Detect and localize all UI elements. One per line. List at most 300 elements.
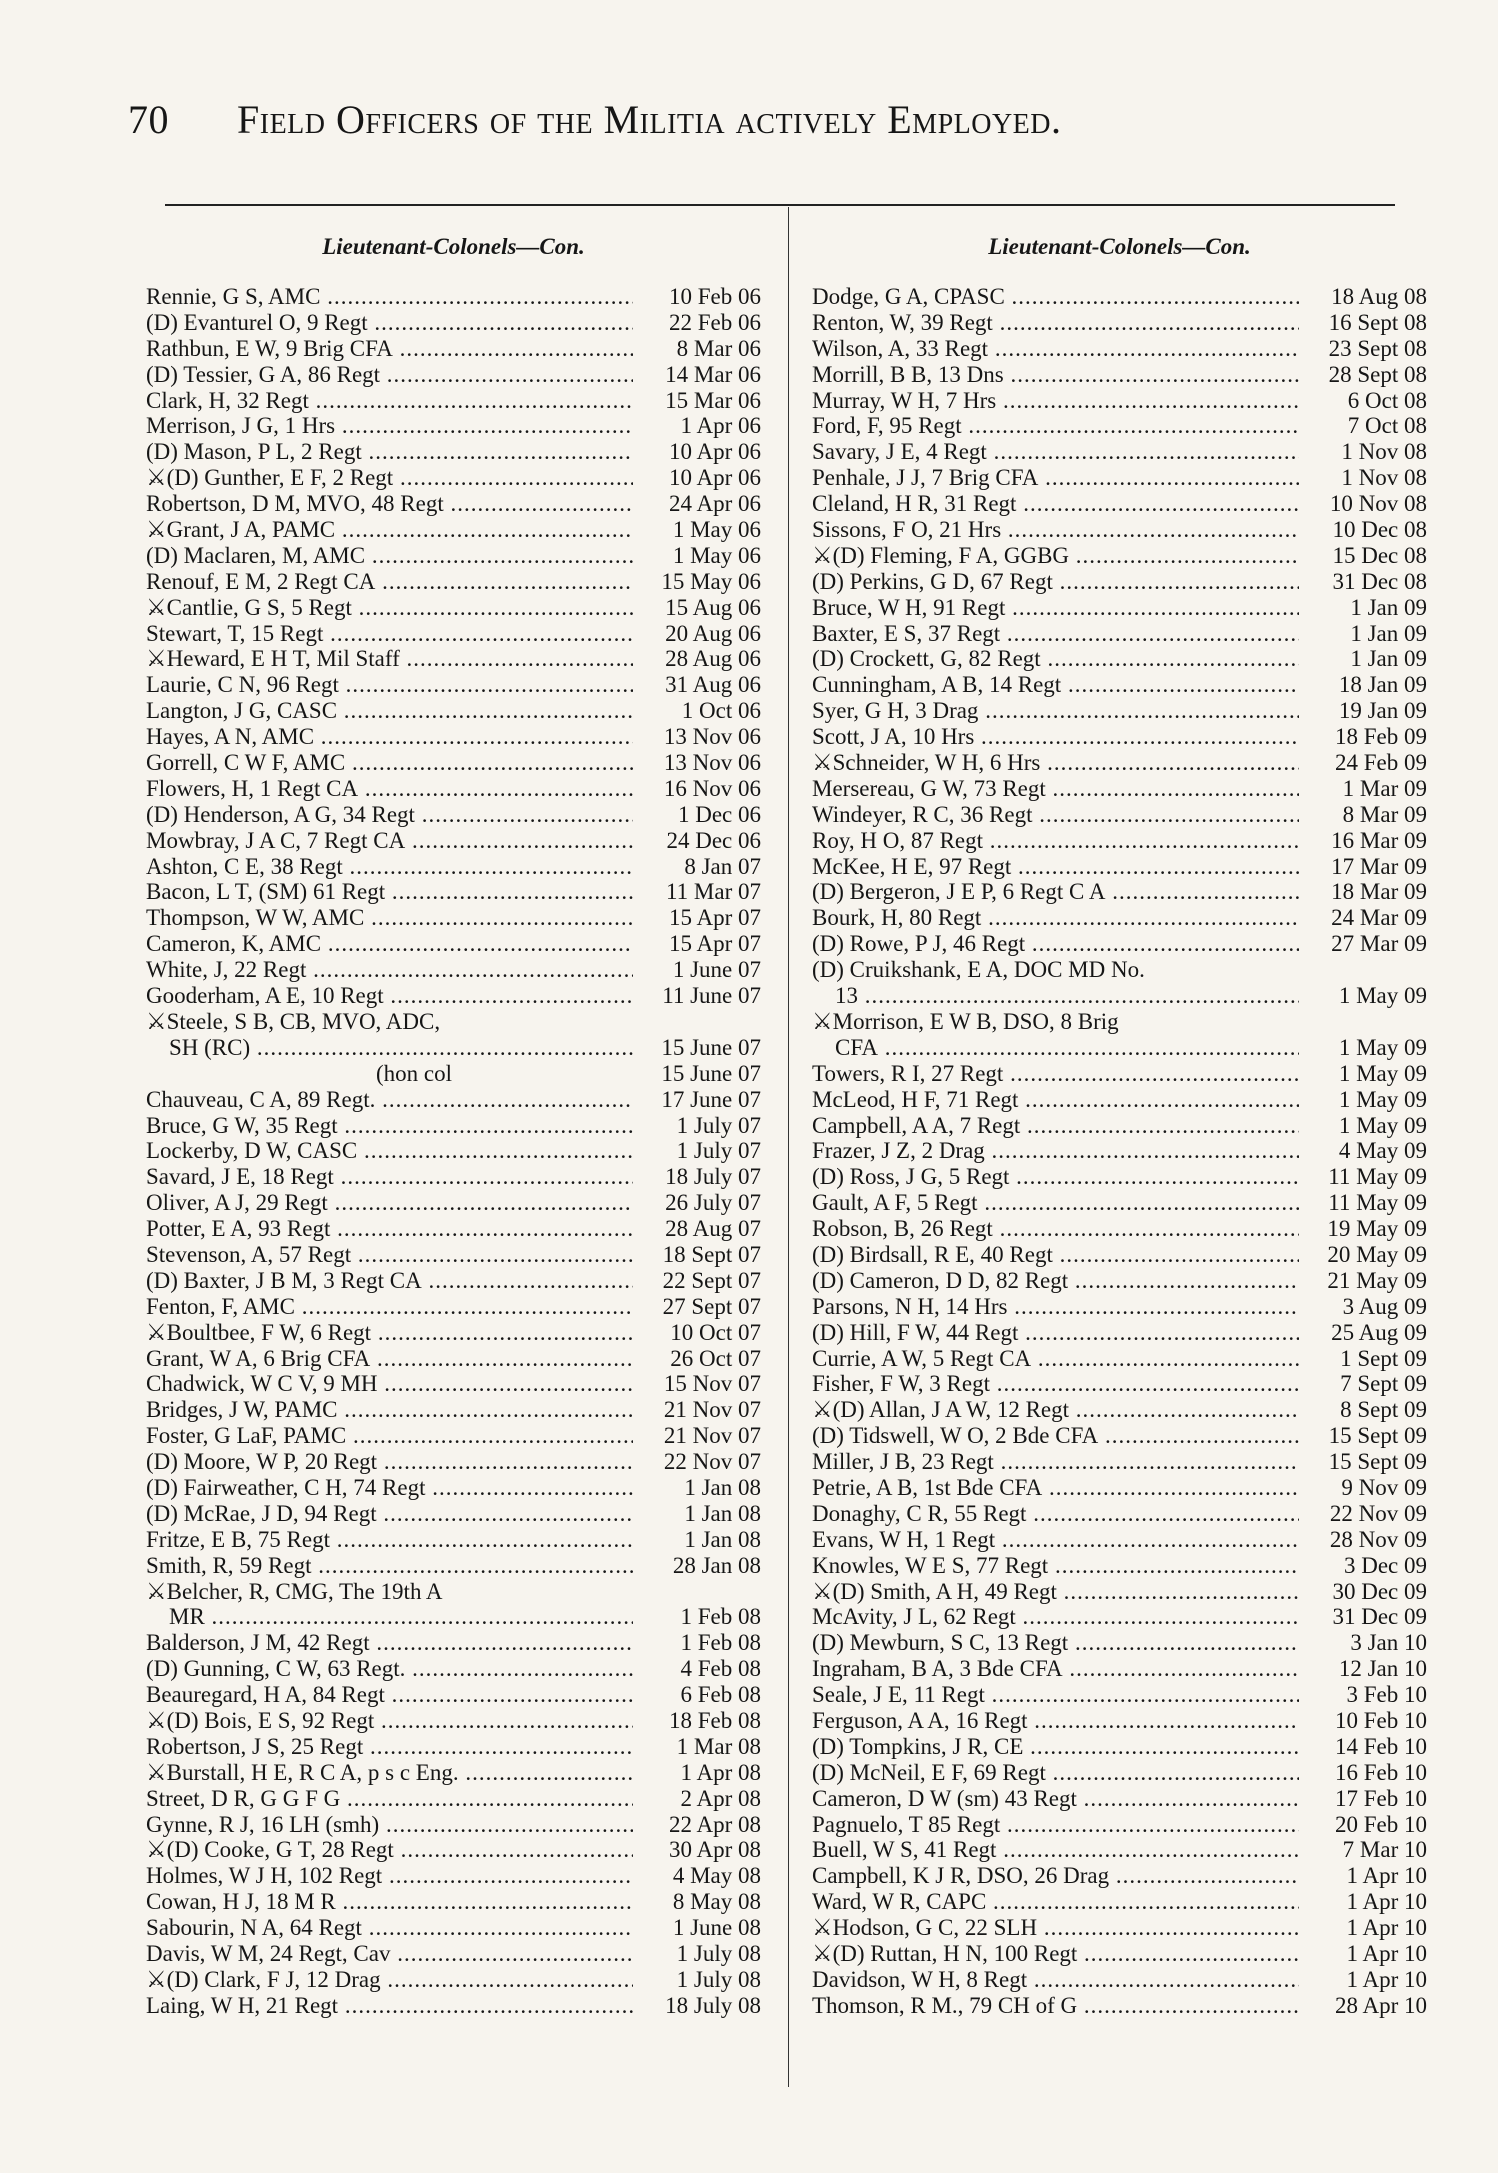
officer-name: (D) Mason, P L, 2 Regt ..... <box>146 439 633 465</box>
officer-entry <box>812 1009 1427 1035</box>
officer-entry <box>146 310 761 336</box>
officer-name: Beauregard, H A, 84 Regt ..... <box>146 1682 633 1708</box>
officer-entry <box>812 1138 1427 1164</box>
appointment-date: 19 May 09 <box>1327 1216 1427 1242</box>
appointment-date: 18 July 07 <box>665 1164 761 1190</box>
officer-entry <box>812 698 1427 724</box>
officer-name: ⚔(D) Clark, F J, 12 Drag ..... <box>146 1967 633 1993</box>
officer-name: Currie, A W, 5 Regt CA ..... <box>812 1346 1299 1372</box>
officer-entry <box>146 1216 761 1242</box>
officer-entry <box>146 1682 761 1708</box>
appointment-date: 8 Mar 06 <box>676 335 761 361</box>
officer-entry <box>146 595 761 621</box>
officer-entry <box>812 1967 1427 1993</box>
appointment-date: 18 Mar 09 <box>1331 879 1427 905</box>
officer-entry <box>146 750 761 776</box>
appointment-date: 31 Dec 08 <box>1332 568 1427 594</box>
officer-name: ⚔Schneider, W H, 6 Hrs ..... <box>812 750 1299 776</box>
appointment-date: 4 May 08 <box>672 1863 761 1889</box>
appointment-date: 1 Nov 08 <box>1341 465 1427 491</box>
officer-name: Ferguson, A A, 16 Regt ..... <box>812 1708 1299 1734</box>
appointment-date: 1 Sept 09 <box>1340 1345 1427 1371</box>
officer-entry <box>812 388 1427 414</box>
appointment-date: 28 Aug 07 <box>665 1216 761 1242</box>
appointment-date: 17 Feb 10 <box>1335 1785 1427 1811</box>
right-column <box>812 230 1427 2019</box>
officer-name: Mersereau, G W, 73 Regt ..... <box>812 776 1299 802</box>
officer-entry <box>146 931 761 957</box>
officer-entry <box>812 1216 1427 1242</box>
officer-entry <box>812 1475 1427 1501</box>
officer-name: Wilson, A, 33 Regt ..... <box>812 336 1299 362</box>
officer-entry <box>812 1941 1427 1967</box>
officer-name: Bridges, J W, PAMC ..... <box>146 1397 633 1423</box>
appointment-date: 1 Apr 10 <box>1346 1966 1427 1992</box>
officer-entry <box>146 854 761 880</box>
officer-name: Gorrell, C W F, AMC ..... <box>146 750 633 776</box>
officer-entry <box>812 905 1427 931</box>
officer-name: SH (RC) ..... <box>146 1035 633 1061</box>
officer-name: ⚔(D) Ruttan, H N, 100 Regt ..... <box>812 1941 1299 1967</box>
appointment-date: 3 Jan 10 <box>1350 1630 1427 1656</box>
officer-name: ⚔(D) Fleming, F A, GGBG ..... <box>812 543 1299 569</box>
officer-name: Penhale, J J, 7 Brig CFA ..... <box>812 465 1299 491</box>
appointment-date: 1 Mar 08 <box>676 1733 761 1759</box>
appointment-date: 22 Nov 09 <box>1329 1500 1427 1526</box>
officer-name: Grant, W A, 6 Brig CFA ..... <box>146 1346 633 1372</box>
officer-entry <box>146 543 761 569</box>
officer-name: Campbell, K J R, DSO, 26 Drag ..... <box>812 1863 1299 1889</box>
appointment-date: 26 July 07 <box>665 1190 761 1216</box>
officer-name: McAvity, J L, 62 Regt ..... <box>812 1604 1299 1630</box>
appointment-date: 1 May 09 <box>1338 1034 1427 1060</box>
officer-name: Sissons, F O, 21 Hrs ..... <box>812 517 1299 543</box>
officer-name: ⚔(D) Allan, J A W, 12 Regt ..... <box>812 1397 1299 1423</box>
officer-entry <box>146 362 761 388</box>
appointment-date: 16 Sept 08 <box>1328 309 1427 335</box>
officer-entry <box>812 284 1427 310</box>
officer-entry <box>812 1553 1427 1579</box>
officer-name: Gault, A F, 5 Regt ..... <box>812 1190 1299 1216</box>
officer-entry <box>812 1604 1427 1630</box>
officer-entry <box>812 1837 1427 1863</box>
appointment-date: 1 Oct 06 <box>681 698 761 724</box>
officer-entry <box>812 621 1427 647</box>
officer-name: Seale, J E, 11 Regt ..... <box>812 1682 1299 1708</box>
officer-entry <box>146 1294 761 1320</box>
officer-entry <box>146 1734 761 1760</box>
appointment-date: 15 Dec 08 <box>1332 542 1427 568</box>
appointment-date: 27 Mar 09 <box>1331 931 1427 957</box>
left-column-heading: Lieutenant-Colonels—Con. <box>322 234 585 259</box>
officer-entry <box>146 905 761 931</box>
officer-entry <box>812 1682 1427 1708</box>
officer-entry <box>146 1889 761 1915</box>
officer-entry <box>812 724 1427 750</box>
officer-name: Holmes, W J H, 102 Regt ..... <box>146 1863 633 1889</box>
officer-name: Syer, G H, 3 Drag ..... <box>812 698 1299 724</box>
appointment-date: 15 Sept 09 <box>1328 1449 1427 1475</box>
officer-entry <box>812 1993 1427 2019</box>
officer-name: Scott, J A, 10 Hrs ..... <box>812 724 1299 750</box>
officer-entry <box>812 1501 1427 1527</box>
officer-name: ⚔Grant, J A, PAMC ..... <box>146 517 633 543</box>
appointment-date: 18 July 08 <box>665 1992 761 2018</box>
officer-entry <box>146 983 761 1009</box>
officer-name: (D) McRae, J D, 94 Regt ..... <box>146 1501 633 1527</box>
officer-entry <box>812 1320 1427 1346</box>
officer-name: Laing, W H, 21 Regt ..... <box>146 1993 633 2019</box>
officer-entry <box>146 284 761 310</box>
appointment-date: 11 Mar 07 <box>666 879 761 905</box>
officer-entry <box>146 1164 761 1190</box>
officer-entry <box>146 621 761 647</box>
officer-name: Gooderham, A E, 10 Regt ..... <box>146 983 633 1009</box>
appointment-date: 1 Apr 08 <box>680 1759 761 1785</box>
officer-name: Thomson, R M., 79 CH of G ..... <box>812 1993 1299 2019</box>
officer-name: ⚔Morrison, E W B, DSO, 8 Brig <box>812 1008 1119 1034</box>
appointment-date: 11 May 09 <box>1328 1190 1427 1216</box>
appointment-date: 7 Sept 09 <box>1340 1371 1427 1397</box>
appointment-date: 3 Dec 09 <box>1343 1552 1427 1578</box>
officer-name: Rennie, G S, AMC ..... <box>146 284 633 310</box>
officer-name: Hayes, A N, AMC ..... <box>146 724 633 750</box>
appointment-date: 26 Oct 07 <box>670 1345 761 1371</box>
appointment-date: 15 Nov 07 <box>663 1371 761 1397</box>
officer-entry <box>146 439 761 465</box>
officer-name: (D) Birdsall, R E, 40 Regt ..... <box>812 1242 1299 1268</box>
officer-name: (D) Mewburn, S C, 13 Regt ..... <box>812 1630 1299 1656</box>
officer-name: Thompson, W W, AMC ..... <box>146 905 633 931</box>
page-number: 70 <box>128 97 169 142</box>
appointment-date: 1 July 08 <box>676 1941 761 1966</box>
officer-entry <box>146 1553 761 1579</box>
officer-name: (D) Fairweather, C H, 74 Regt ..... <box>146 1475 633 1501</box>
officer-name: Morrill, B B, 13 Dns ..... <box>812 362 1299 388</box>
appointment-date: 11 May 09 <box>1328 1164 1427 1190</box>
left-column <box>146 230 761 2019</box>
officer-entry <box>146 1087 761 1113</box>
officer-name: Towers, R I, 27 Regt ..... <box>812 1061 1299 1087</box>
page-header <box>128 96 1358 156</box>
appointment-date: 9 Nov 09 <box>1341 1474 1427 1500</box>
appointment-date: 24 Dec 06 <box>666 827 761 853</box>
officer-name: Fritze, E B, 75 Regt ..... <box>146 1527 633 1553</box>
appointment-date: 14 Feb 10 <box>1335 1733 1427 1759</box>
appointment-date: 1 June 07 <box>672 957 761 983</box>
appointment-date: 11 June 07 <box>662 983 761 1009</box>
appointment-date: 13 Nov 06 <box>663 724 761 750</box>
officer-name: Langton, J G, CASC ..... <box>146 698 633 724</box>
officer-name: Robertson, J S, 25 Regt ..... <box>146 1734 633 1760</box>
appointment-date: 15 Aug 06 <box>665 594 761 620</box>
officer-entry <box>146 1035 761 1061</box>
appointment-date: 15 Sept 09 <box>1328 1423 1427 1449</box>
officer-name: ⚔Steele, S B, CB, MVO, ADC, <box>146 1008 441 1034</box>
officer-name: Pagnuelo, T 85 Regt ..... <box>812 1812 1299 1838</box>
officer-name: (D) Gunning, C W, 63 Regt. ..... <box>146 1656 633 1682</box>
officer-entry <box>146 517 761 543</box>
appointment-date: 24 Mar 09 <box>1331 905 1427 931</box>
officer-name: Oliver, A J, 29 Regt ..... <box>146 1190 633 1216</box>
appointment-date: 8 May 08 <box>672 1889 761 1915</box>
officer-entry <box>146 1527 761 1553</box>
officer-entry <box>146 1449 761 1475</box>
officer-name: Bruce, W H, 91 Regt ..... <box>812 595 1299 621</box>
officer-name: Gynne, R J, 16 LH (smh) ..... <box>146 1812 633 1838</box>
officer-name: (D) Perkins, G D, 67 Regt ..... <box>812 569 1299 595</box>
appointment-date: 17 June 07 <box>661 1086 761 1112</box>
appointment-date: 1 Apr 10 <box>1346 1863 1427 1889</box>
officer-name: Parsons, N H, 14 Hrs ..... <box>812 1294 1299 1320</box>
appointment-date: 15 Apr 07 <box>669 931 761 957</box>
officer-name: ⚔(D) Gunther, E F, 2 Regt ..... <box>146 465 633 491</box>
officer-name: Campbell, A A, 7 Regt ..... <box>812 1113 1299 1139</box>
officer-entry <box>146 336 761 362</box>
appointment-date: 19 Jan 09 <box>1338 698 1427 724</box>
officer-entry <box>146 1941 761 1967</box>
appointment-date: 1 Jan 08 <box>684 1500 761 1526</box>
officer-name: Ashton, C E, 38 Regt ..... <box>146 854 633 880</box>
officer-entry <box>812 1346 1427 1372</box>
officer-entry <box>146 1113 761 1139</box>
officer-entry <box>812 879 1427 905</box>
officer-name: ⚔Belcher, R, CMG, The 19th A <box>146 1578 443 1604</box>
officer-entry <box>812 854 1427 880</box>
officer-name: ⚔Hodson, G C, 22 SLH ..... <box>812 1915 1299 1941</box>
officer-entry <box>146 1579 761 1605</box>
officer-entry <box>146 646 761 672</box>
appointment-date: 28 Apr 10 <box>1335 1992 1427 2018</box>
officer-entry <box>146 698 761 724</box>
officer-entry <box>812 1708 1427 1734</box>
officer-name: (D) Cameron, D D, 82 Regt ..... <box>812 1268 1299 1294</box>
officer-name: (D) Baxter, J B M, 3 Regt CA ..... <box>146 1268 633 1294</box>
officer-entry <box>146 1423 761 1449</box>
officer-entry <box>812 543 1427 569</box>
appointment-date: 1 July 08 <box>676 1966 761 1992</box>
officer-entry <box>812 362 1427 388</box>
appointment-date: 31 Aug 06 <box>665 672 761 698</box>
appointment-date: 3 Feb 10 <box>1346 1682 1427 1708</box>
appointment-date: 31 Dec 09 <box>1332 1604 1427 1630</box>
officer-name: ⚔Cantlie, G S, 5 Regt ..... <box>146 595 633 621</box>
appointment-date: 3 Aug 09 <box>1342 1293 1427 1319</box>
appointment-date: 10 Feb 10 <box>1335 1707 1427 1733</box>
appointment-date: 24 Feb 09 <box>1335 750 1427 776</box>
officer-entry <box>812 1656 1427 1682</box>
officer-entry <box>146 1812 761 1838</box>
officer-entry <box>146 1604 761 1630</box>
officer-entry <box>146 1863 761 1889</box>
appointment-date: 15 Mar 06 <box>665 387 761 413</box>
officer-entry <box>812 595 1427 621</box>
officer-name: (D) Moore, W P, 20 Regt ..... <box>146 1449 633 1475</box>
appointment-date: 1 Jan 09 <box>1350 620 1427 646</box>
officer-name: (D) Tessier, G A, 86 Regt ..... <box>146 362 633 388</box>
officer-entry <box>146 879 761 905</box>
appointment-date: 27 Sept 07 <box>662 1293 761 1319</box>
officer-entry <box>812 1527 1427 1553</box>
appointment-date: 1 Feb 08 <box>680 1604 761 1630</box>
officer-entry <box>146 1656 761 1682</box>
officer-name: Stewart, T, 15 Regt ..... <box>146 621 633 647</box>
officer-entry <box>146 388 761 414</box>
officer-entry <box>812 517 1427 543</box>
officer-name: White, J, 22 Regt ..... <box>146 957 633 983</box>
officer-entry <box>146 1009 761 1035</box>
officer-entry <box>146 1760 761 1786</box>
officer-entry <box>812 1113 1427 1139</box>
officer-name: Foster, G LaF, PAMC ..... <box>146 1423 633 1449</box>
officer-entry <box>812 310 1427 336</box>
officer-name: (D) Tompkins, J R, CE ..... <box>812 1734 1299 1760</box>
appointment-date: 21 May 09 <box>1327 1267 1427 1293</box>
officer-entry <box>812 1294 1427 1320</box>
officer-entry <box>146 1138 761 1164</box>
officer-entry <box>812 1371 1427 1397</box>
officer-name: MR ..... <box>146 1604 633 1630</box>
appointment-date: 10 Nov 08 <box>1329 491 1427 517</box>
appointment-date: 7 Mar 10 <box>1342 1837 1427 1863</box>
officer-name: Mowbray, J A C, 7 Regt CA ..... <box>146 828 633 854</box>
officer-name: Petrie, A B, 1st Bde CFA ..... <box>812 1475 1299 1501</box>
officer-entry <box>146 1837 761 1863</box>
officer-name: (D) Evanturel O, 9 Regt ..... <box>146 310 633 336</box>
appointment-date: 28 Nov 09 <box>1329 1526 1427 1552</box>
officer-entry <box>146 1501 761 1527</box>
officer-name: Cunningham, A B, 14 Regt ..... <box>812 672 1299 698</box>
officer-entry <box>812 983 1427 1009</box>
appointment-date: 1 June 08 <box>672 1915 761 1941</box>
officer-entry <box>812 957 1427 983</box>
officer-name: (D) Tidswell, W O, 2 Bde CFA ..... <box>812 1423 1299 1449</box>
officer-entry <box>812 1579 1427 1605</box>
left-entry-list <box>146 284 761 2019</box>
officer-name: Donaghy, C R, 55 Regt ..... <box>812 1501 1299 1527</box>
officer-name: Renton, W, 39 Regt ..... <box>812 310 1299 336</box>
officer-entry <box>146 957 761 983</box>
officer-name: CFA ..... <box>812 1035 1299 1061</box>
appointment-date <box>633 1579 761 1605</box>
officer-entry <box>146 491 761 517</box>
officer-entry <box>812 491 1427 517</box>
appointment-date: 1 Jan 08 <box>684 1474 761 1500</box>
page-title: Field Officers of the Militia actively Employed. <box>237 97 1062 142</box>
appointment-date: 16 Nov 06 <box>663 775 761 801</box>
officer-name: Lockerby, D W, CASC ..... <box>146 1138 633 1164</box>
officer-name: Knowles, W E S, 77 Regt ..... <box>812 1553 1299 1579</box>
officer-entry <box>146 1475 761 1501</box>
appointment-date: 1 May 09 <box>1338 1060 1427 1086</box>
officer-entry <box>812 1630 1427 1656</box>
officer-name: (D) Crockett, G, 82 Regt ..... <box>812 646 1299 672</box>
appointment-date: 10 Dec 08 <box>1332 517 1427 543</box>
officer-entry <box>146 1397 761 1423</box>
officer-entry <box>812 413 1427 439</box>
officer-entry <box>812 439 1427 465</box>
officer-name: Chauveau, C A, 89 Regt. ..... <box>146 1087 633 1113</box>
appointment-date: 30 Dec 09 <box>1332 1578 1427 1604</box>
officer-name: Ward, W R, CAPC ..... <box>812 1889 1299 1915</box>
appointment-date: 10 Oct 07 <box>670 1319 761 1345</box>
officer-entry <box>812 1397 1427 1423</box>
officer-entry <box>146 1915 761 1941</box>
officer-entry <box>146 672 761 698</box>
officer-name: Clark, H, 32 Regt ..... <box>146 388 633 414</box>
officer-name: (D) Bergeron, J E P, 6 Regt C A ..... <box>812 879 1299 905</box>
officer-name: Sabourin, N A, 64 Regt ..... <box>146 1915 633 1941</box>
officer-entry <box>812 569 1427 595</box>
appointment-date: 1 May 09 <box>1338 1086 1427 1112</box>
appointment-date: 8 Mar 09 <box>1342 801 1427 827</box>
officer-entry <box>812 1760 1427 1786</box>
officer-name: Cleland, H R, 31 Regt ..... <box>812 491 1299 517</box>
appointment-date: 17 Mar 09 <box>1331 853 1427 879</box>
appointment-date: 1 May 09 <box>1338 983 1427 1009</box>
appointment-date: 1 Apr 06 <box>680 413 761 439</box>
officer-entry <box>146 1993 761 2019</box>
officer-name: ⚔Boultbee, F W, 6 Regt ..... <box>146 1320 633 1346</box>
officer-name: Ingraham, B A, 3 Bde CFA ..... <box>812 1656 1299 1682</box>
appointment-date: 1 Apr 10 <box>1346 1941 1427 1966</box>
appointment-date: 22 Feb 06 <box>669 309 761 335</box>
officer-entry <box>146 1061 761 1087</box>
officer-name: McLeod, H F, 71 Regt ..... <box>812 1087 1299 1113</box>
officer-name: Cowan, H J, 18 M R ..... <box>146 1889 633 1915</box>
appointment-date: 13 Nov 06 <box>663 750 761 776</box>
appointment-date: 21 Nov 07 <box>663 1423 761 1449</box>
officer-name: Buell, W S, 41 Regt ..... <box>812 1837 1299 1863</box>
officer-name: (D) Cruikshank, E A, DOC MD No. <box>812 957 1145 983</box>
officer-entry <box>146 724 761 750</box>
appointment-date: 30 Apr 08 <box>669 1837 761 1863</box>
officer-name: Cameron, K, AMC ..... <box>146 931 633 957</box>
officer-name: Bourk, H, 80 Regt ..... <box>812 905 1299 931</box>
appointment-date: 16 Mar 09 <box>1331 827 1427 853</box>
appointment-date: 16 Feb 10 <box>1335 1759 1427 1785</box>
officer-name: (D) Rowe, P J, 46 Regt ..... <box>812 931 1299 957</box>
officer-entry <box>812 1268 1427 1294</box>
officer-name: Stevenson, A, 57 Regt ..... <box>146 1242 633 1268</box>
officer-entry <box>812 1242 1427 1268</box>
officer-entry <box>812 802 1427 828</box>
officer-name: ⚔(D) Cooke, G T, 28 Regt ..... <box>146 1837 633 1863</box>
officer-name: Robson, B, 26 Regt ..... <box>812 1216 1299 1242</box>
officer-name: Dodge, G A, CPASC ..... <box>812 284 1299 310</box>
appointment-date <box>1299 957 1427 983</box>
officer-entry <box>146 413 761 439</box>
officer-entry <box>146 1346 761 1372</box>
appointment-date: 1 May 09 <box>1338 1112 1427 1138</box>
officer-name: ⚔(D) Bois, E S, 92 Regt ..... <box>146 1708 633 1734</box>
officer-entry <box>812 465 1427 491</box>
appointment-date: 1 July 07 <box>676 1112 761 1138</box>
officer-entry <box>812 1734 1427 1760</box>
officer-entry <box>812 1786 1427 1812</box>
officer-entry <box>146 1320 761 1346</box>
officer-entry <box>146 1190 761 1216</box>
appointment-date: 18 Aug 08 <box>1331 284 1427 309</box>
appointment-date: 2 Apr 08 <box>680 1785 761 1811</box>
appointment-date: 28 Sept 08 <box>1328 361 1427 387</box>
officer-name: Fenton, F, AMC ..... <box>146 1294 633 1320</box>
appointment-date: 18 Jan 09 <box>1338 672 1427 698</box>
officer-name: Rathbun, E W, 9 Brig CFA ..... <box>146 336 633 362</box>
officer-name: Savard, J E, 18 Regt ..... <box>146 1164 633 1190</box>
officer-entry <box>146 1371 761 1397</box>
officer-name: Murray, W H, 7 Hrs ..... <box>812 388 1299 414</box>
